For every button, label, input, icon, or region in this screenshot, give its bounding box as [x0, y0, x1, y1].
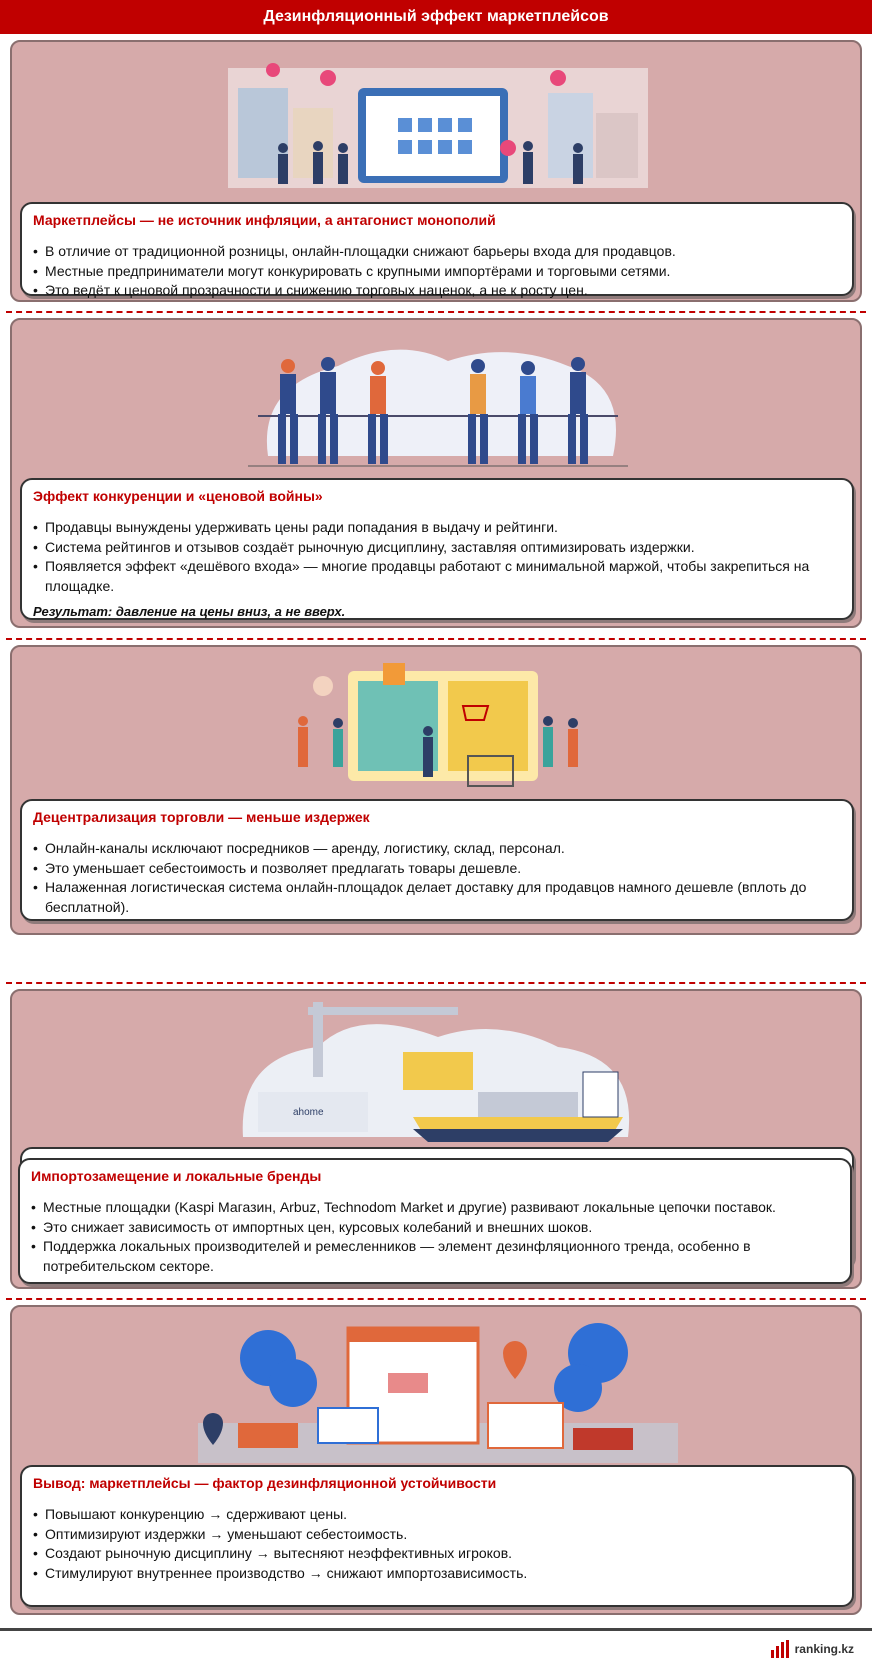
- bullet-item: • Налаженная логистическая система онлайн-площадок делает доставку для продавцов намного дешевле (вплоть до бесплатной).: [33, 878, 840, 917]
- section-divider: [6, 311, 866, 313]
- illustration-city-shopping: [12, 48, 864, 198]
- section-divider: [6, 638, 866, 640]
- section-divider: [6, 1298, 866, 1300]
- bullet-item: • Повышают конкуренцию → сдерживают цены.: [33, 1505, 840, 1525]
- bullet-item: • Продавцы вынуждены удерживать цены ради попадания в выдачу и рейтинги.: [33, 518, 840, 538]
- bullet-item: • Это снижает зависимость от импортных цен, курсовых колебаний и внешних шоков.: [31, 1218, 838, 1238]
- logo-bars-icon: [771, 1640, 789, 1658]
- section-panel-1: [10, 40, 862, 302]
- bullet-item: • Оптимизируют издержки → уменьшают себестоимость.: [33, 1525, 840, 1545]
- section-card-1: [20, 202, 854, 296]
- bullet-item: • Создают рыночную дисциплину → вытесняют неэффективных игроков.: [33, 1544, 840, 1564]
- page-header: [0, 0, 872, 34]
- illustration-tug-of-war: [12, 326, 864, 476]
- section-card-2: [20, 478, 854, 620]
- brand-name: ranking.kz: [794, 1642, 854, 1656]
- section-divider: [6, 982, 866, 984]
- section-card-3: [20, 799, 854, 921]
- bullet-item: • Появляется эффект «дешёвого входа» — многие продавцы работают с минимальной маржой, чтобы закрепиться на площадке.: [33, 557, 840, 596]
- bullet-item: • Это ведёт к ценовой прозрачности и снижению торговых наценок, а не к росту цен.: [33, 281, 840, 301]
- section-title: Децентрализация торговли — меньше издержек: [33, 809, 370, 825]
- bullet-item: • Онлайн-каналы исключают посредников — аренду, логистику, склад, персонал.: [33, 839, 840, 859]
- bullet-item: • В отличие от традиционной розницы, онлайн-площадки снижают барьеры входа для продавцов.: [33, 242, 840, 262]
- section-title: Эффект конкуренции и «ценовой войны»: [33, 488, 323, 504]
- section-card-5: [20, 1465, 854, 1607]
- brand-logo: [771, 1640, 854, 1658]
- section-title: Вывод: маркетплейсы — фактор дезинфляционной устойчивости: [33, 1475, 497, 1491]
- result-note: Результат: давление на цены вниз, а не вверх.: [33, 604, 346, 619]
- bullet-item: • Местные площадки (Kaspi Магазин, Arbuz, Technodom Market и другие) развивают локальные цепочки поставок.: [31, 1198, 838, 1218]
- section-panel-5: [10, 1305, 862, 1615]
- illustration-marketplace-town: [12, 1313, 864, 1473]
- page-title: Дезинфляционный эффект маркетплейсов: [263, 8, 609, 25]
- illustration-online-store: [12, 651, 864, 801]
- section-title: Импортозамещение и локальные бренды: [31, 1168, 322, 1184]
- bullet-item: • Стимулируют внутреннее производство → снижают импортозависимость.: [33, 1564, 840, 1584]
- truck-label: ahome: [293, 1107, 324, 1118]
- section-panel-3: [10, 645, 862, 935]
- bullet-item: • Местные предприниматели могут конкурировать с крупными импортёрами и торговыми сетями.: [33, 262, 840, 282]
- section-card-4-content: [18, 1158, 852, 1284]
- footer-divider: [0, 1628, 872, 1631]
- section-panel-2: [10, 318, 862, 628]
- bullet-item: • Это уменьшает себестоимость и позволяет предлагать товары дешевле.: [33, 859, 840, 879]
- section-title: Маркетплейсы — не источник инфляции, а антагонист монополий: [33, 212, 496, 228]
- bullet-item: • Система рейтингов и отзывов создаёт рыночную дисциплину, заставляя оптимизировать издержки.: [33, 538, 840, 558]
- illustration-logistics: [12, 997, 864, 1147]
- bullet-item: • Поддержка локальных производителей и ремесленников — элемент дезинфляционного тренда, особенно в потребительском секторе.: [31, 1237, 838, 1276]
